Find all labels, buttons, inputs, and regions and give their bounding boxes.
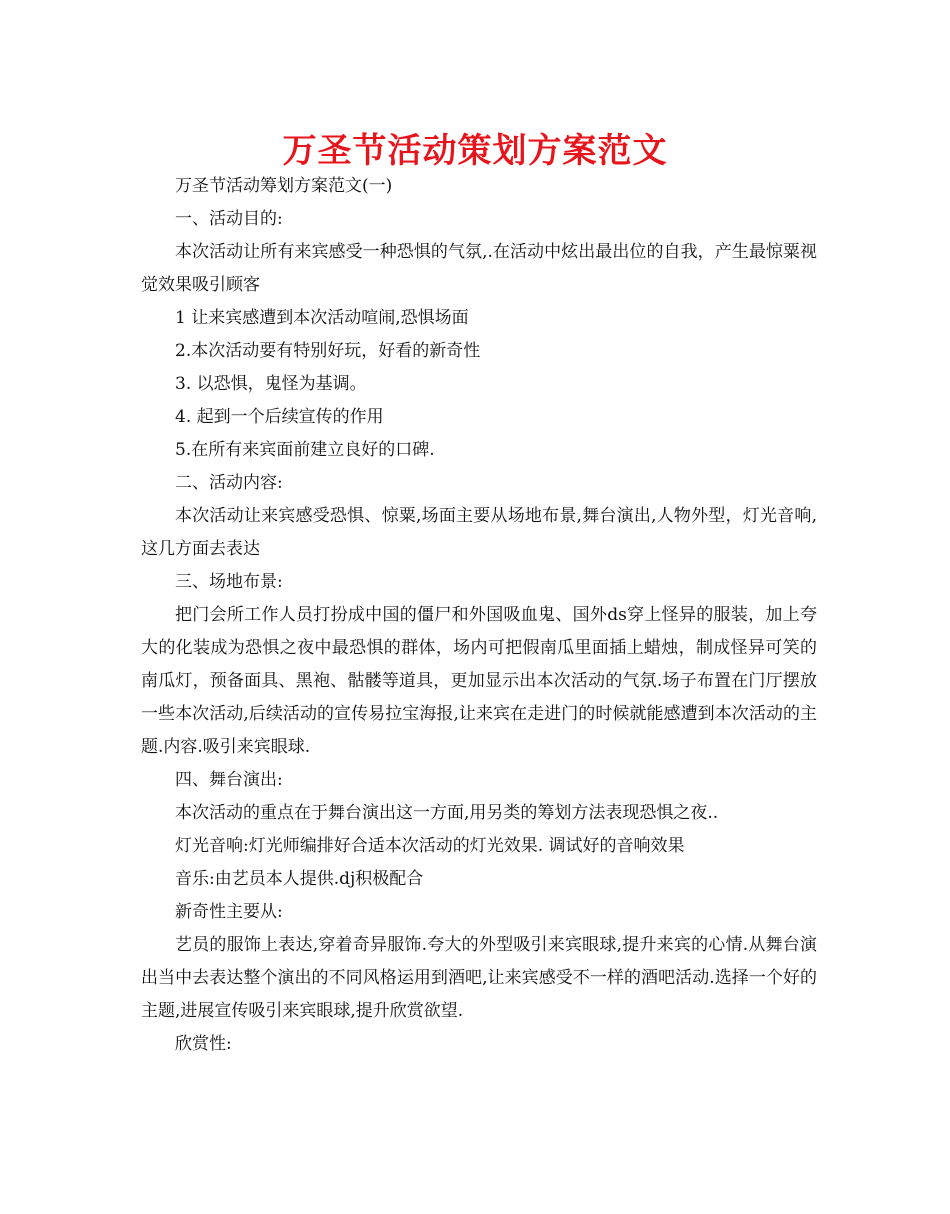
heading-novelty: 新奇性主要从: [175,902,283,922]
document-body [141,170,817,1061]
paragraph-purpose-intro: 本次活动让所有来宾感受一种恐惧的气氛,.在活动中炫出最出位的自我，产生最惊粟视觉效果吸引顾客 [141,242,817,295]
list-item-4: 4. 起到一个后续宣传的作用 [175,407,384,427]
paragraph-stage-focus: 本次活动的重点在于舞台演出这一方面,用另类的筹划方法表现恐惧之夜.. [175,803,719,823]
list-item-1: 1 让来宾感遭到本次活动喧闹,恐惧场面 [175,308,469,328]
heading-activity-content: 二、活动内容: [175,473,283,493]
paragraph-venue-setup: 把门会所工作人员打扮成中国的僵尸和外国吸血鬼、国外ds穿上怪异的服装，加上夸大的化装成为恐惧之夜中最恐惧的群体，场内可把假南瓜里面插上蜡烛，制成怪异可笑的南瓜灯，预备面具、黑袍、骷髅等道具，更加显示出本次活动的气氛.场子布置在门厅摆放一些本次活动,后续活动的宣传易拉宝海报,让来宾在走进门的时候就能感遭到本次活动的主题.内容.吸引来宾眼球. [141,605,817,757]
paragraph-music: 音乐:由艺员本人提供.dj积极配合 [175,869,424,889]
document-title: 万圣节活动策划方案范文 [282,131,668,171]
paragraph-novelty: 艺员的服饰上表达,穿着奇异服饰.夸大的外型吸引来宾眼球,提升来宾的心情.从舞台演出当中去表达整个演出的不同风格运用到酒吧,让来宾感受不一样的酒吧活动.选择一个好的主题,进展宣传吸引来宾眼球,提升欣赏欲望. [141,935,817,1021]
paragraph-subtitle: 万圣节活动筹划方案范文(一) [175,176,393,196]
paragraph-lighting-sound: 灯光音响:灯光师编排好合适本次活动的灯光效果. 调试好的音响效果 [175,836,685,856]
paragraph-content: 本次活动让来宾感受恐惧、惊粟,场面主要从场地布景,舞台演出,人物外型，灯光音响,这几方面去表达 [141,506,817,559]
heading-appreciation: 欣赏性: [175,1034,232,1054]
heading-stage-performance: 四、舞台演出: [175,770,283,790]
heading-venue-setup: 三、场地布景: [175,572,283,592]
list-item-5: 5.在所有来宾面前建立良好的口碑. [175,440,435,460]
list-item-2: 2.本次活动要有特别好玩，好看的新奇性 [175,341,481,361]
heading-activity-purpose: 一、活动目的: [175,209,283,229]
list-item-3: 3. 以恐惧，鬼怪为基调。 [175,374,367,394]
